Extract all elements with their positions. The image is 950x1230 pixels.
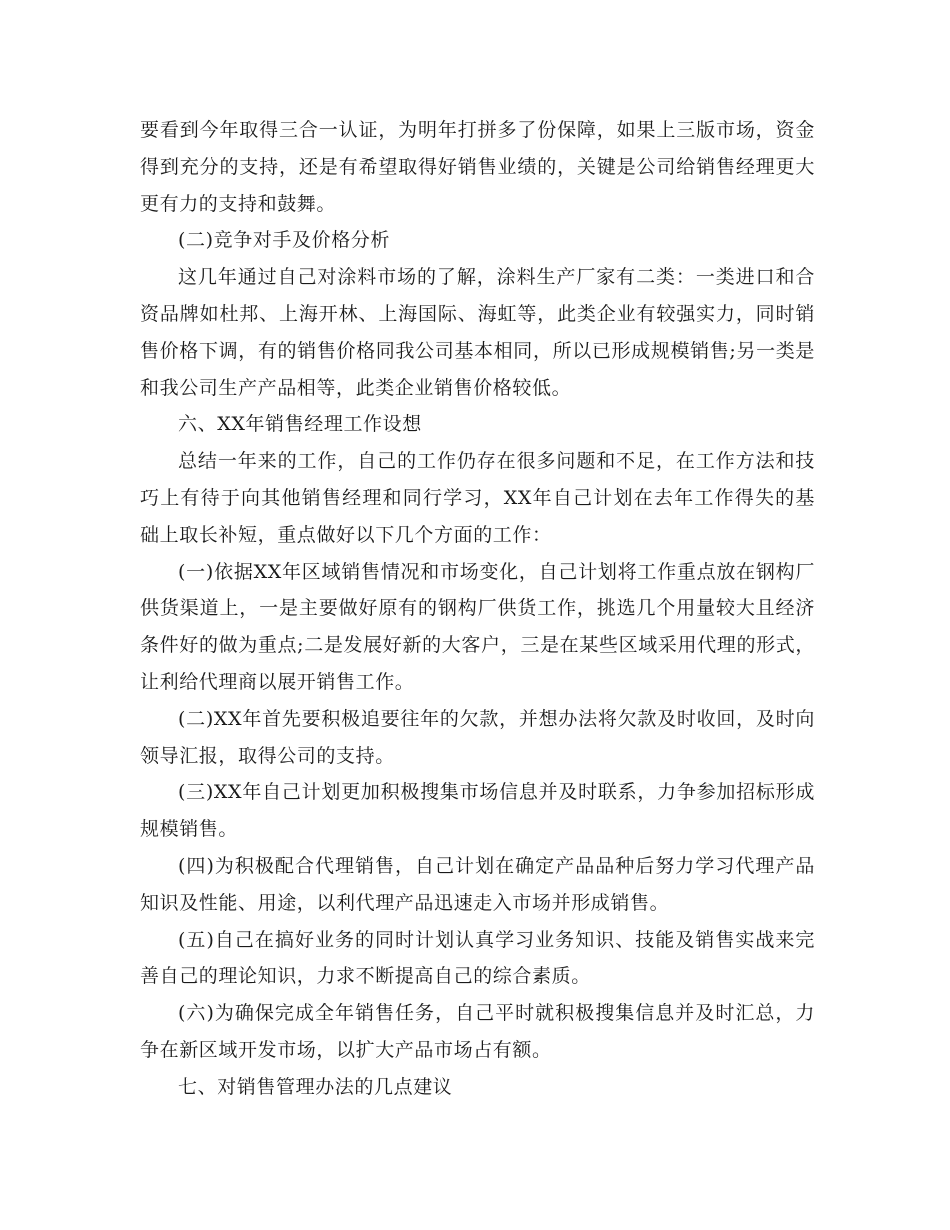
list-item-4: (四)为积极配合代理销售，自己计划在确定产品品种后努力学习代理产品知识及性能、用途，以利代理产品迅速走入市场并形成销售。 [140,854,815,914]
section-heading-competition: (二)竞争对手及价格分析 [178,229,391,252]
paragraph-competitor-analysis: 这几年通过自己对涂料市场的了解，涂料生产厂家有二类：一类进口和合资品牌如杜邦、上海开林、上海国际、海虹等，此类企业有较强实力，同时销售价格下调，有的销售价格同我公司基本相同，所以已形成规模销售;另一类是和我公司生产产品相等，此类企业销售价格较低。 [140,266,815,399]
list-item-2: (二)XX年首先要积极追要往年的欠款，并想办法将欠款及时收回，及时向领导汇报，取得公司的支持。 [140,707,815,767]
list-item-1: (一)依据XX年区域销售情况和市场变化，自己计划将工作重点放在钢构厂供货渠道上，一是主要做好原有的钢构厂供货工作，挑选几个用量较大且经济条件好的做为重点;二是发展好新的大客户，三是在某些区域采用代理的形式，让利给代理商以展开销售工作。 [140,560,815,693]
paragraph-continuation: 要看到今年取得三合一认证，为明年打拼多了份保障，如果上三版市场，资金得到充分的支持，还是有希望取得好销售业绩的，关键是公司给销售经理更大更有力的支持和鼓舞。 [140,119,815,215]
section-heading-work-plan: 六、XX年销售经理工作设想 [178,413,422,436]
section-heading-suggestions: 七、对销售管理办法的几点建议 [178,1075,453,1098]
paragraph-summary: 总结一年来的工作，自己的工作仍存在很多问题和不足，在工作方法和技巧上有待于向其他销售经理和同行学习，XX年自己计划在去年工作得失的基础上取长补短，重点做好以下几个方面的工作： [140,450,815,546]
list-item-6: (六)为确保完成全年销售任务，自己平时就积极搜集信息并及时汇总，力争在新区域开发市场，以扩大产品市场占有额。 [140,1002,815,1061]
document-body [140,112,815,1106]
list-item-3: (三)XX年自己计划更加积极搜集市场信息并及时联系，力争参加招标形成规模销售。 [140,781,815,841]
list-item-5: (五)自己在搞好业务的同时计划认真学习业务知识、技能及销售实战来完善自己的理论知识，力求不断提高自己的综合素质。 [140,928,815,988]
